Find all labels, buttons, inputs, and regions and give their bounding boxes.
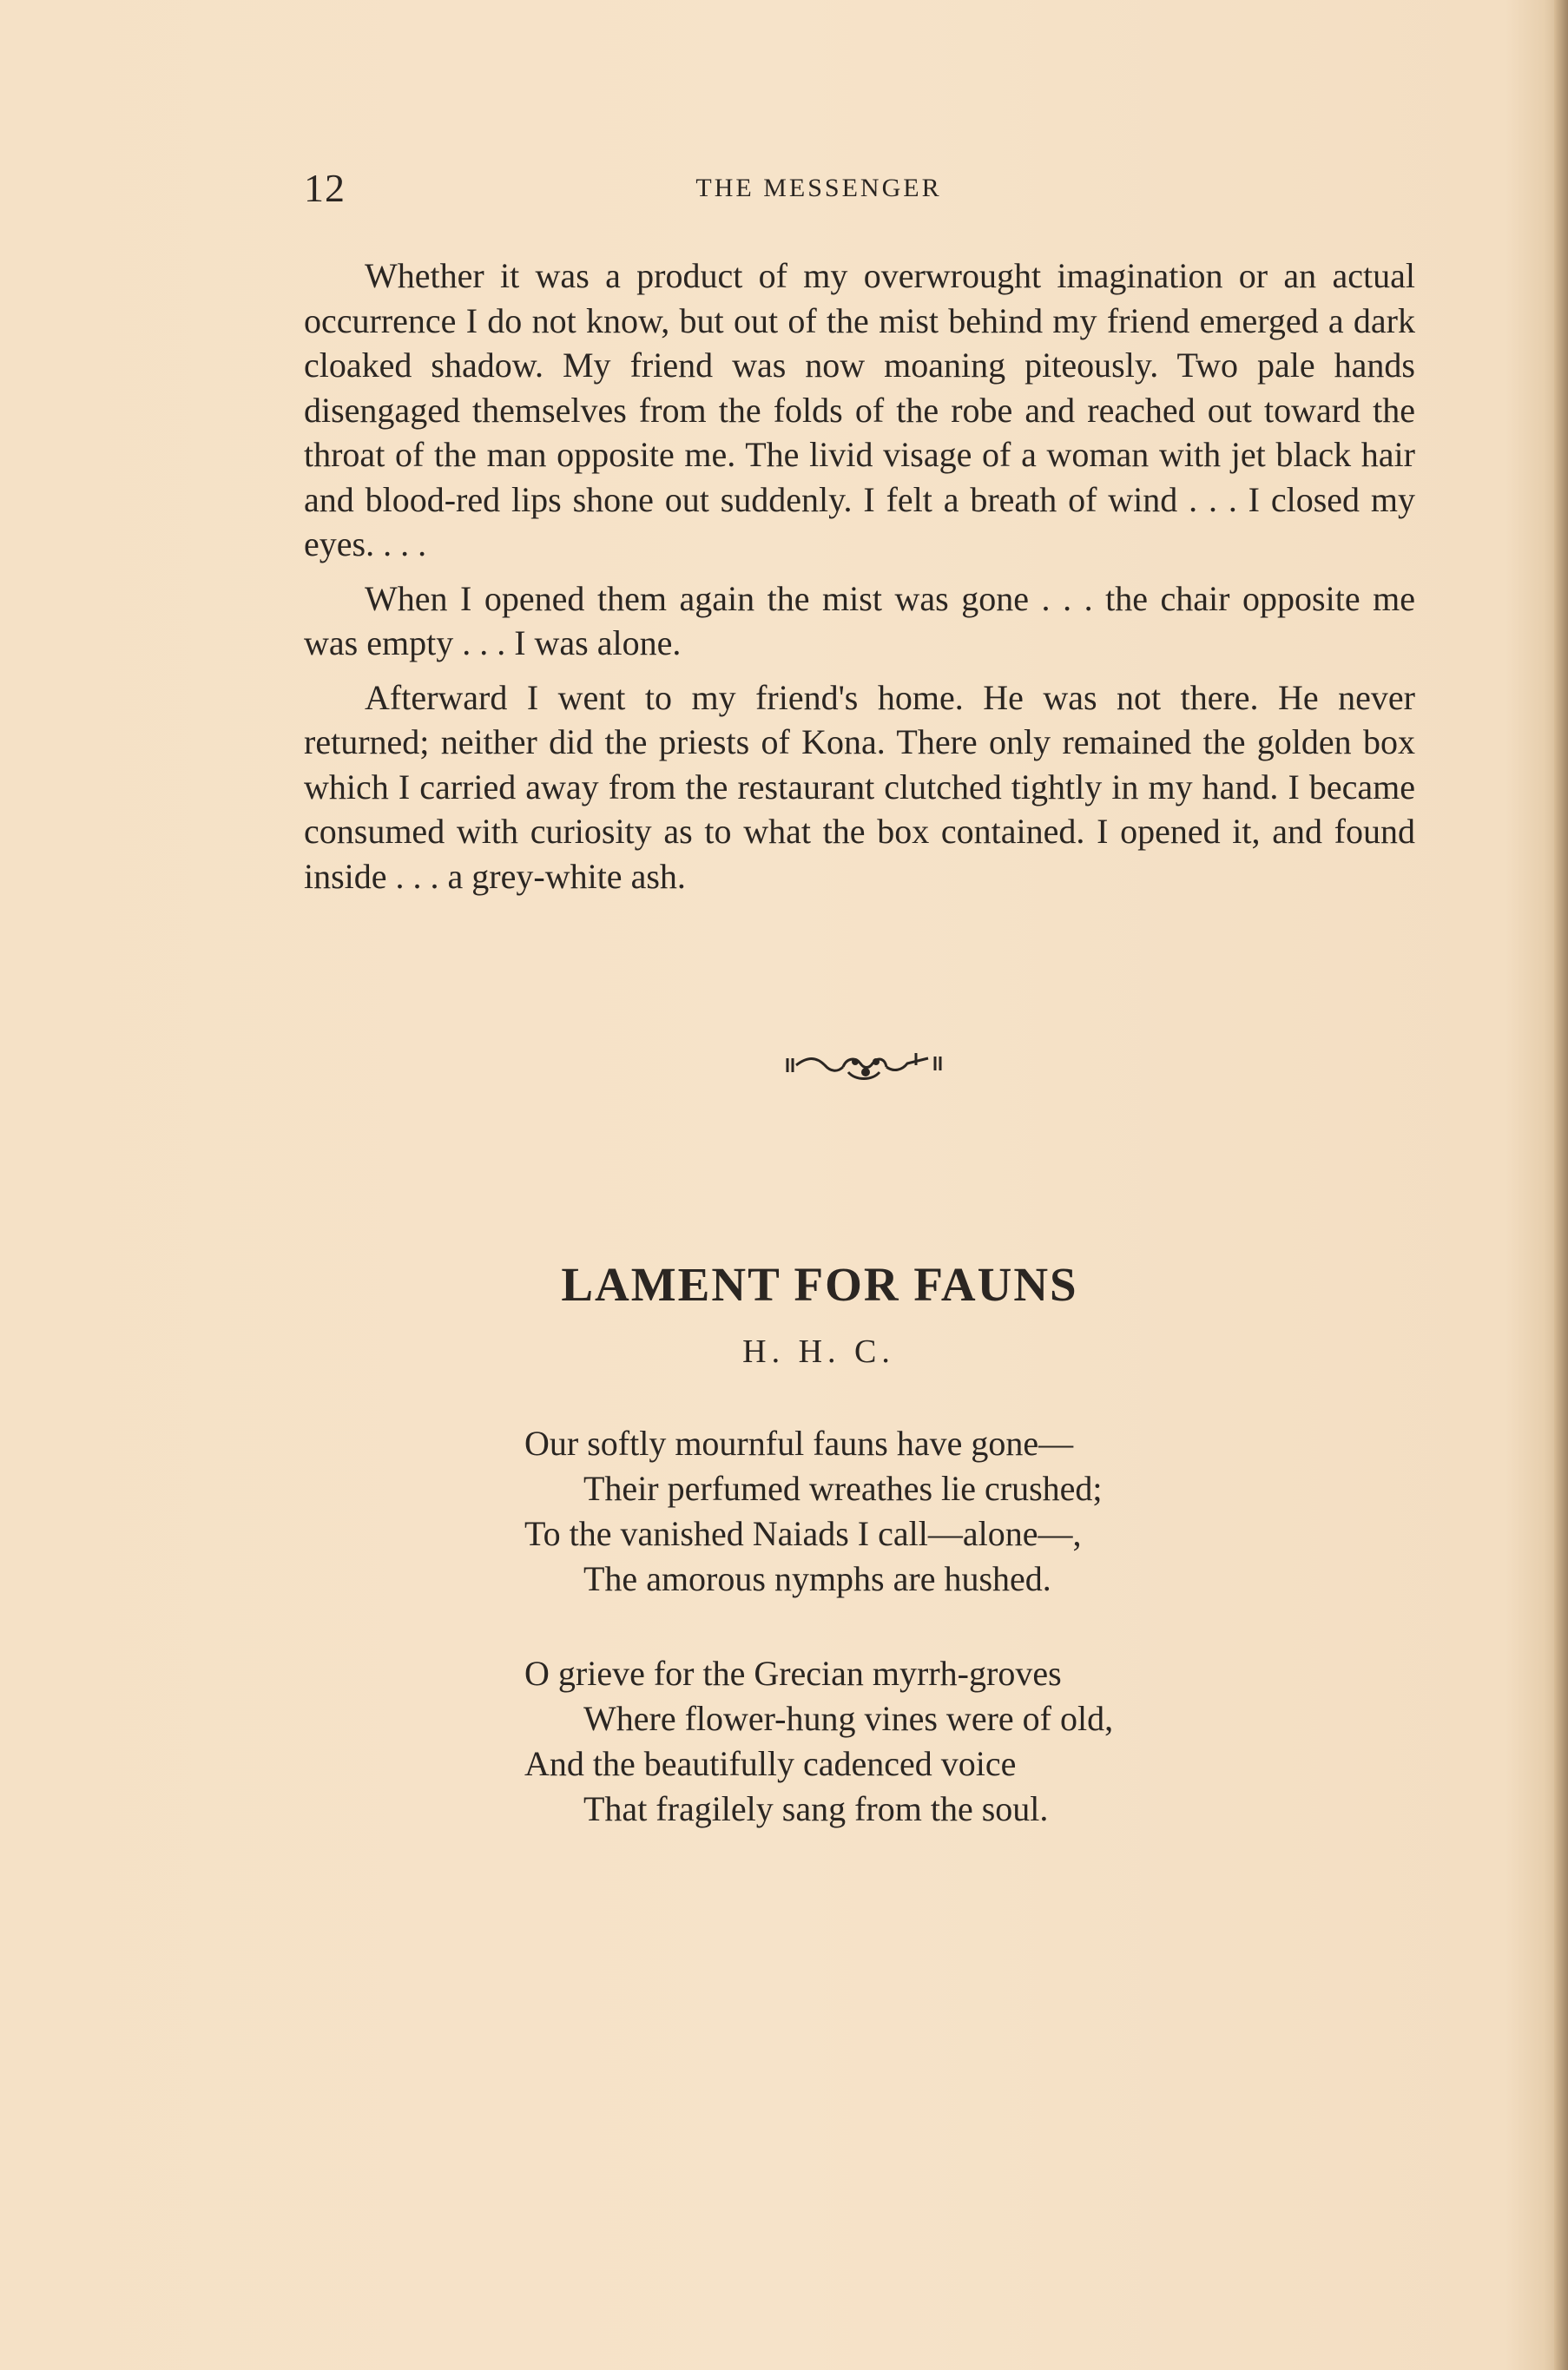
poem-author: H. H. C. — [742, 1333, 895, 1370]
poem-line: O grieve for the Grecian myrrh-groves — [524, 1654, 1062, 1693]
page-edge-shadow — [1554, 0, 1568, 2370]
page-number: 12 — [304, 166, 346, 210]
poem-line: And the beautifully cadenced voice — [524, 1744, 1017, 1783]
poem-title: LAMENT FOR FAUNS — [561, 1258, 1078, 1311]
paragraph: Afterward I went to my friend's home. He was not there. He never returned; neither did the priests of Kona. There only remained the golden box which I carried away from the restaurant clutched tightly in my hand. I became consumed with curiosity as to what the box contained. I opened it, and found inside . . . a grey-white ash. — [304, 677, 1415, 896]
poem-line: To the vanished Naiads I call—alone—, — [524, 1514, 1082, 1553]
paragraph: Whether it was a product of my overwrought imagination or an actual occurrence I do not know, but out of the mist behind my friend emerged a dark cloaked shadow. My friend was now moaning piteously. Two pale hands disengaged themselves from the folds of the robe and reached out toward the throat of the man opposite me. The livid visage of a woman with jet black hair and blood-red lips shone out suddenly. I felt a breath of wind . . . I closed my eyes. . . . — [304, 256, 1415, 563]
poem-line: Our softly mournful fauns have gone— — [524, 1424, 1074, 1463]
poem-stanza — [524, 1651, 1306, 1832]
poem-line: Their perfumed wreathes lie crushed; — [583, 1469, 1103, 1508]
paragraph: When I opened them again the mist was gone . . . the chair opposite me was empty . . . I was alone. — [304, 578, 1415, 662]
poem-line: Where flower-hung vines were of old, — [583, 1699, 1114, 1738]
running-head: THE MESSENGER — [695, 174, 942, 202]
decorative-flourish-icon — [786, 1046, 942, 1090]
poem-line: The amorous nymphs are hushed. — [583, 1559, 1051, 1598]
prose-body — [304, 253, 1415, 908]
poem-line: That fragilely sang from the soul. — [583, 1789, 1049, 1828]
poem-stanza — [524, 1421, 1306, 1602]
